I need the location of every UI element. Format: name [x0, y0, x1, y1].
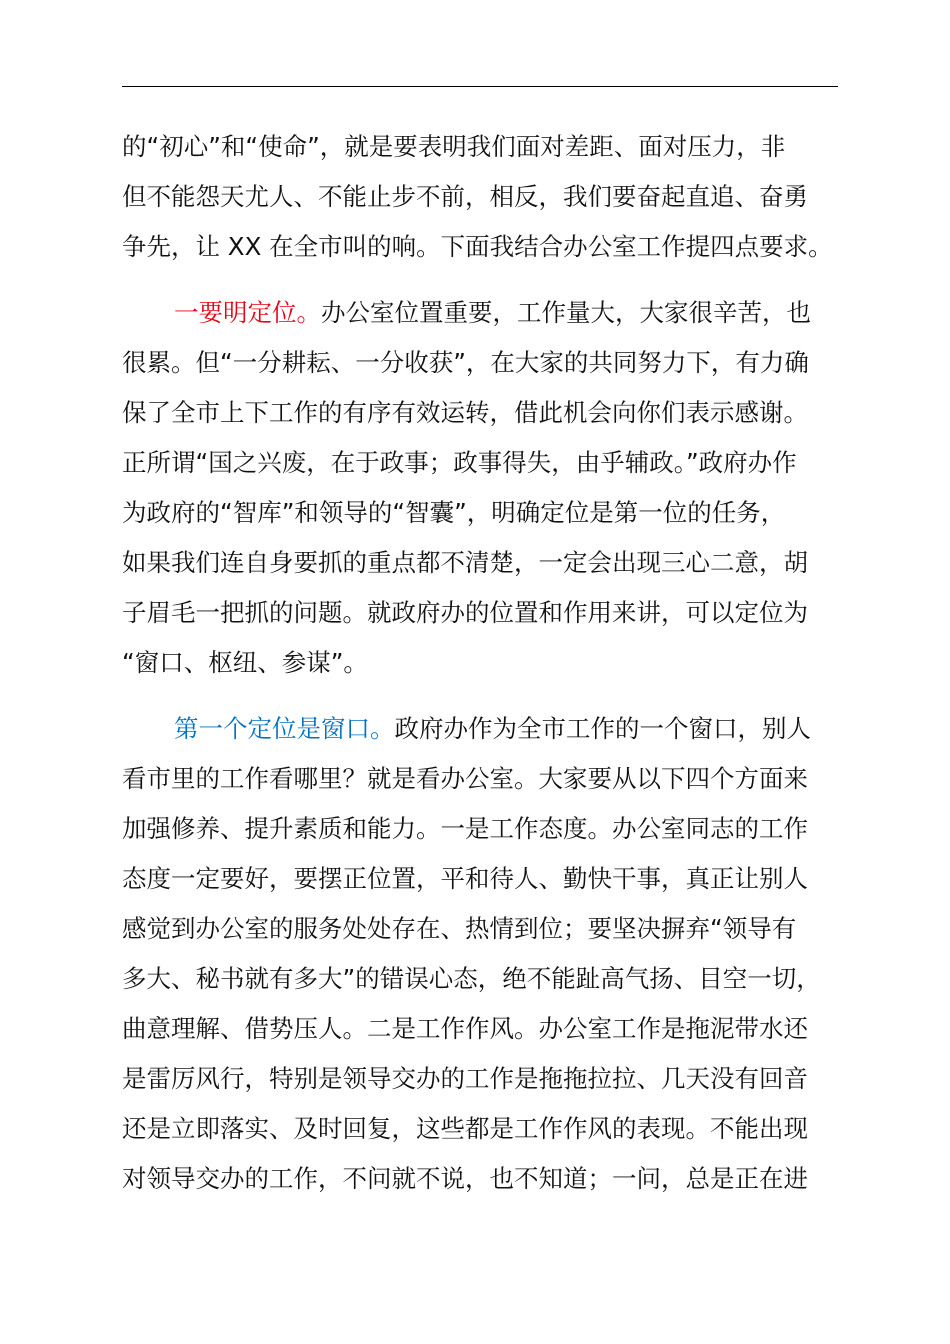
text-line: 保了全市上下工作的有序有效运转，借此机会向你们表示感谢。: [122, 398, 808, 427]
text-segment: 办公室位置重要，工作量大，大家很辛苦，也: [321, 298, 811, 327]
document-body: [122, 122, 862, 1204]
text-line: 争先，让 XX 在全市叫的响。下面我结合办公室工作提四点要求。: [122, 232, 833, 261]
text-line: 对领导交办的工作，不问就不说，也不知道；一问，总是正在进: [122, 1164, 808, 1193]
header-rule: [122, 86, 838, 87]
section-heading-red: 一要明定位。: [174, 298, 321, 327]
paragraph-3: [122, 704, 862, 1204]
paragraph-1: [122, 122, 862, 272]
text-segment: 政府办作为全市工作的一个窗口，别人: [394, 714, 811, 743]
paragraph-gap: [122, 272, 862, 288]
text-line: [122, 704, 862, 754]
text-line: 是雷厉风行，特别是领导交办的工作是拖拖拉拉、几天没有回音: [122, 1064, 808, 1093]
text-line: 看市里的工作看哪里？就是看办公室。大家要从以下四个方面来: [122, 764, 808, 793]
section-heading-blue: 第一个定位是窗口。: [174, 714, 395, 743]
text-line: 多大、秘书就有多大”的错误心态，绝不能趾高气扬、目空一切，: [122, 964, 821, 993]
text-line: 的“初心”和“使命”，就是要表明我们面对差距、面对压力，非: [122, 132, 786, 161]
text-line: 但不能怨天尤人、不能止步不前，相反，我们要奋起直追、奋勇: [122, 182, 808, 211]
text-line: 曲意理解、借势压人。二是工作作风。办公室工作是拖泥带水还: [122, 1014, 808, 1043]
text-line: 很累。但“一分耕耘、一分收获”，在大家的共同努力下，有力确: [122, 348, 809, 377]
text-line: 态度一定要好，要摆正位置，平和待人、勤快干事，真正让别人: [122, 864, 808, 893]
text-line: [122, 288, 862, 338]
text-line: 为政府的“智库”和领导的“智囊”，明确定位是第一位的任务，: [122, 498, 786, 527]
text-line: “窗口、枢纽、参谋”。: [122, 648, 368, 677]
text-line: 加强修养、提升素质和能力。一是工作态度。办公室同志的工作: [122, 814, 808, 843]
paragraph-gap: [122, 688, 862, 704]
text-line: 子眉毛一把抓的问题。就政府办的位置和作用来讲，可以定位为: [122, 598, 808, 627]
text-line: 如果我们连自身要抓的重点都不清楚，一定会出现三心二意，胡: [122, 548, 808, 577]
paragraph-2: [122, 288, 862, 688]
text-line: 还是立即落实、及时回复，这些都是工作作风的表现。不能出现: [122, 1114, 808, 1143]
text-line: 正所谓“国之兴废，在于政事；政事得失，由乎辅政。”政府办作: [122, 448, 797, 477]
text-line: 感觉到办公室的服务处处存在、热情到位；要坚决摒弃“领导有: [122, 914, 797, 943]
